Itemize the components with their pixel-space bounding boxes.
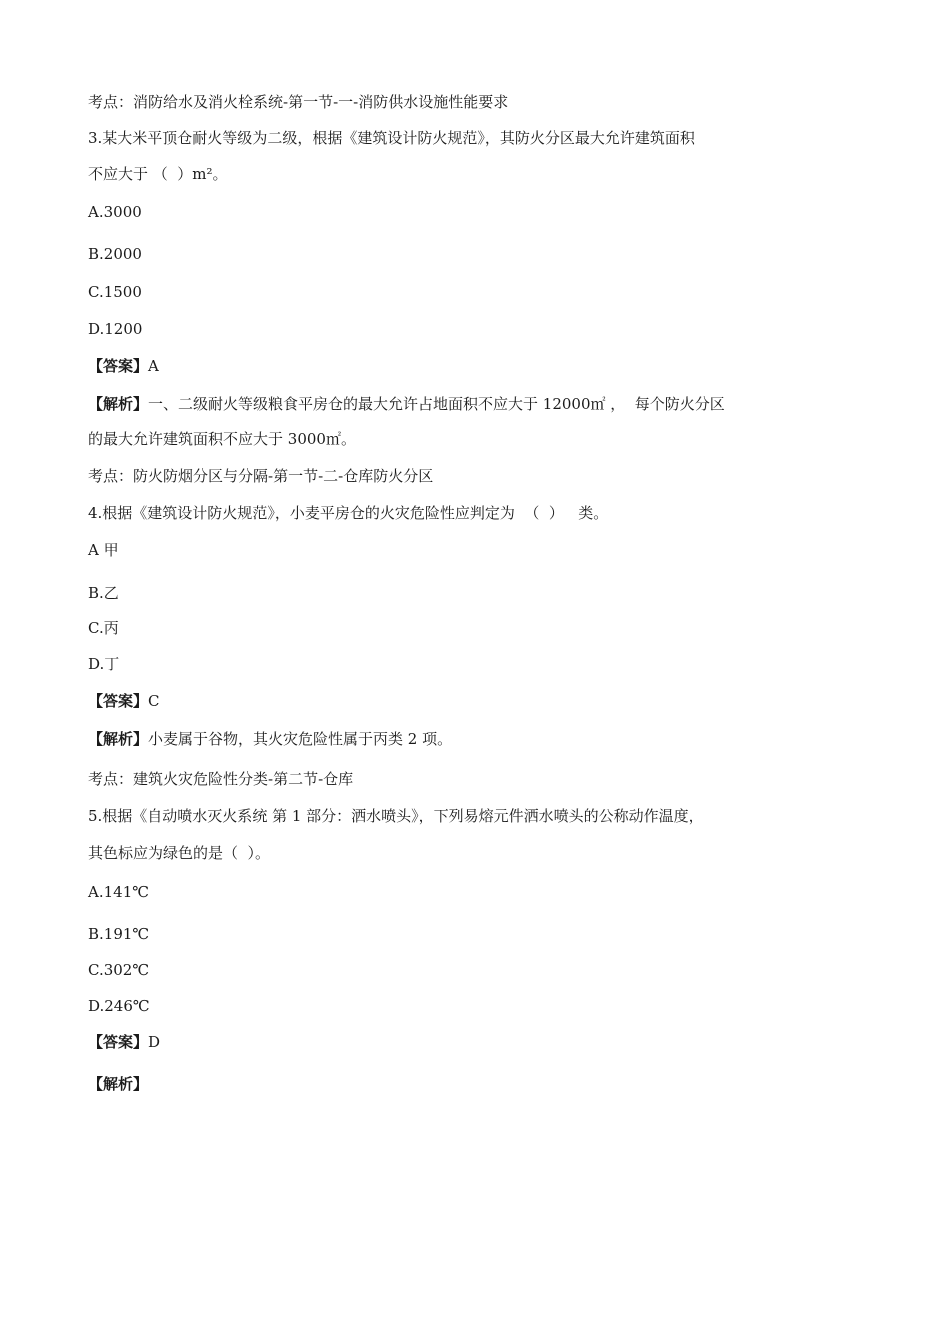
- answer-label: 【答案】: [88, 357, 149, 375]
- line-text: A.3000: [88, 203, 142, 221]
- line-text: 的最大允许建筑面积不应大于 3000㎡。: [88, 430, 356, 448]
- kaodian-line: [88, 466, 433, 486]
- question-3-stem-cont: [88, 164, 228, 184]
- line-text: C.1500: [88, 283, 142, 301]
- line-text: C.302℃: [88, 961, 150, 979]
- analysis-text: 小麦属于谷物，其火灾危险性属于丙类 2 项。: [148, 730, 453, 748]
- question-5-stem: [88, 806, 704, 826]
- option-a: [88, 540, 119, 560]
- option-c: [88, 960, 149, 980]
- line-text: D.246℃: [88, 997, 150, 1015]
- line-text: D.1200: [88, 320, 143, 338]
- option-c: [88, 618, 119, 638]
- answer-line: [88, 691, 160, 711]
- line-text: 3.某大米平顶仓耐火等级为二级，根据《建筑设计防火规范》，其防火分区最大允许建筑面积: [88, 129, 695, 147]
- analysis-line: [88, 394, 725, 414]
- question-3-stem: [88, 128, 695, 148]
- line-text: A 甲: [88, 541, 119, 559]
- option-b: [88, 583, 119, 603]
- line-text: 其色标应为绿色的是（ ）。: [88, 844, 271, 862]
- analysis-text: 一、二级耐火等级粮食平房仓的最大允许占地面积不应大于 12000㎡ ， 每个防火分区: [148, 395, 725, 413]
- line-text: 4.根据《建筑设计防火规范》，小麦平房仓的火灾危险性应判定为 （ ） 类。: [88, 504, 609, 522]
- answer-value: A: [148, 357, 159, 375]
- answer-line: [88, 356, 159, 376]
- line-0: [88, 92, 508, 112]
- option-d: [88, 654, 119, 674]
- question-4-stem: [88, 503, 608, 523]
- option-a: [88, 202, 142, 222]
- analysis-label: 【解析】: [88, 730, 149, 748]
- option-d: [88, 996, 150, 1016]
- answer-line: [88, 1032, 160, 1052]
- line-text: 考点：消防给水及消火栓系统-第一节-一-消防供水设施性能要求: [88, 93, 509, 111]
- line-text: B.2000: [88, 245, 142, 263]
- kaodian-line: [88, 769, 353, 789]
- analysis-cont: [88, 429, 356, 449]
- analysis-line: [88, 729, 452, 749]
- line-text: C.丙: [88, 619, 119, 637]
- option-b: [88, 924, 149, 944]
- question-5-stem-cont: [88, 843, 270, 863]
- option-d: [88, 319, 142, 339]
- option-c: [88, 282, 142, 302]
- answer-label: 【答案】: [88, 692, 149, 710]
- answer-value: D: [148, 1033, 161, 1051]
- option-a: [88, 882, 149, 902]
- analysis-label: 【解析】: [88, 1075, 149, 1093]
- line-text: 考点：防火防烟分区与分隔-第一节-二-仓库防火分区: [88, 467, 434, 485]
- line-text: 5.根据《自动喷水灭火系统 第 1 部分：洒水喷头》，下列易熔元件洒水喷头的公称动作温度，: [88, 807, 704, 825]
- analysis-line: [88, 1074, 148, 1094]
- option-b: [88, 244, 142, 264]
- answer-label: 【答案】: [88, 1033, 149, 1051]
- answer-value: C: [148, 692, 160, 710]
- line-text: B.乙: [88, 584, 119, 602]
- line-text: D.丁: [88, 655, 120, 673]
- line-text: 不应大于 （ ）m²。: [88, 165, 228, 183]
- analysis-label: 【解析】: [88, 395, 149, 413]
- line-text: B.191℃: [88, 925, 150, 943]
- line-text: A.141℃: [88, 883, 150, 901]
- line-text: 考点：建筑火灾危险性分类-第二节-仓库: [88, 770, 354, 788]
